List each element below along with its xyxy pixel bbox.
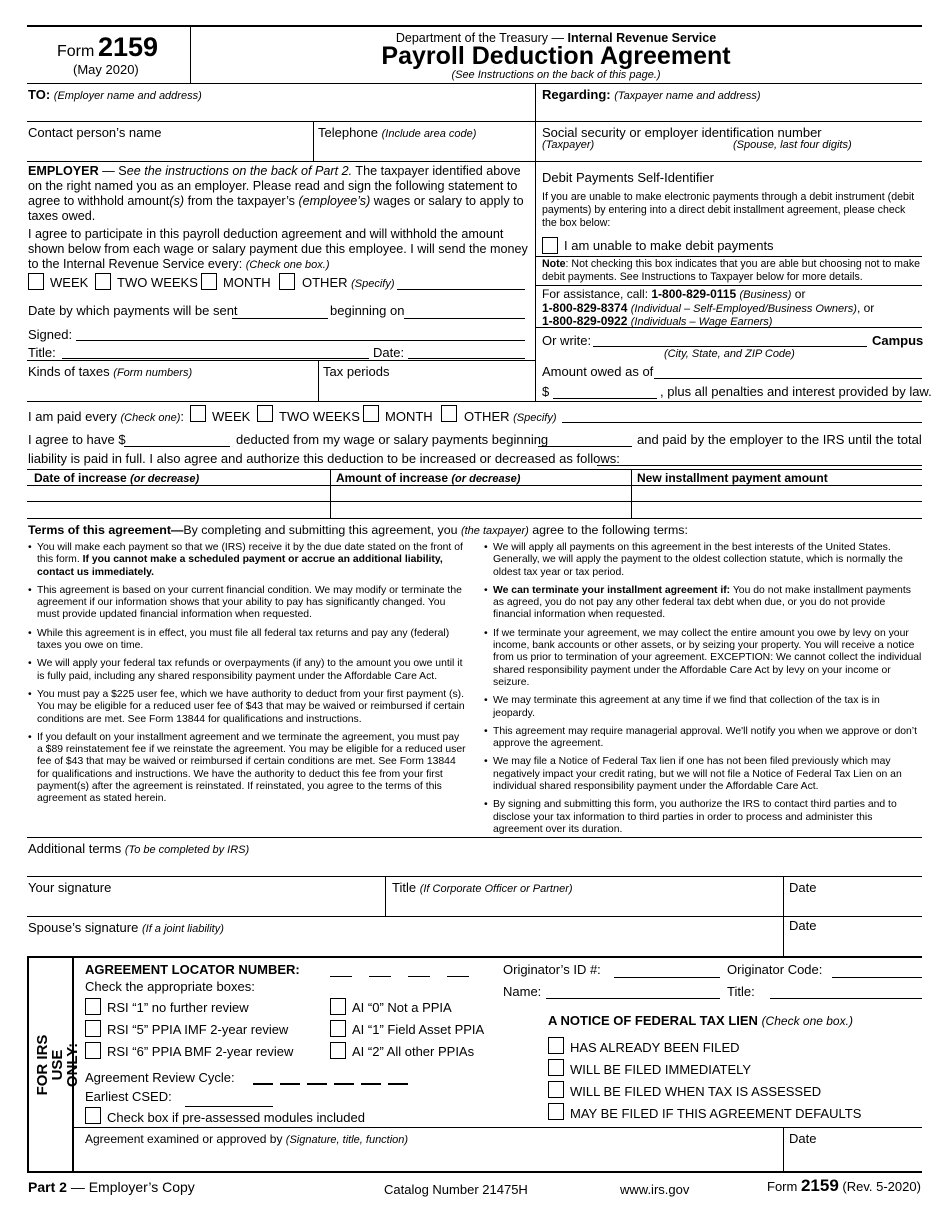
review-cycle-field-5[interactable] bbox=[361, 1083, 381, 1085]
preassessed-label: Check box if pre-assessed modules included bbox=[107, 1110, 365, 1125]
ai1-checkbox[interactable] bbox=[330, 1020, 346, 1037]
rsi1-checkbox[interactable] bbox=[85, 998, 101, 1015]
rsi1-label: RSI “1” no further review bbox=[107, 1000, 249, 1015]
additional-terms-field[interactable] bbox=[27, 876, 922, 877]
lien-filed-checkbox[interactable] bbox=[548, 1037, 564, 1054]
debit-text: If you are unable to make electronic payments through a debit instrument (debit payments) by entering into a direct debit installment agreement, please check the box below: bbox=[542, 191, 915, 229]
penalties-text: , plus all penalties and interest provided by law. bbox=[660, 384, 932, 399]
terms-list-left bbox=[28, 542, 466, 812]
lien-assessed-label: WILL BE FILED WHEN TAX IS ASSESSED bbox=[570, 1084, 822, 1099]
employer-two-weeks-checkbox[interactable] bbox=[95, 273, 111, 290]
catalog-number: Catalog Number 21475H bbox=[384, 1182, 528, 1197]
date-increase-header: Date of increase (or decrease) bbox=[34, 471, 200, 485]
new-installment-header: New installment payment amount bbox=[637, 471, 828, 485]
increase-terms-field[interactable] bbox=[597, 465, 922, 466]
paid-month-label: MONTH bbox=[385, 409, 433, 424]
debit-heading: Debit Payments Self-Identifier bbox=[542, 170, 714, 185]
amount-owed-field[interactable] bbox=[553, 398, 657, 399]
employer-two-weeks-label: TWO WEEKS bbox=[117, 275, 198, 290]
amount-increase-header: Amount of increase (or decrease) bbox=[336, 471, 521, 485]
date-sent-field[interactable] bbox=[232, 318, 328, 319]
employer-other-checkbox[interactable] bbox=[279, 273, 295, 290]
originator-code-field[interactable] bbox=[832, 977, 922, 978]
employer-other-label: OTHER (Specify) bbox=[302, 275, 395, 290]
employer-title-field[interactable] bbox=[62, 358, 369, 359]
paid-by-label: and paid by the employer to the IRS until the total bbox=[637, 432, 922, 447]
earliest-csed-field[interactable] bbox=[185, 1106, 273, 1107]
preassessed-checkbox[interactable] bbox=[85, 1107, 101, 1124]
locator-field-4[interactable] bbox=[447, 976, 469, 977]
employer-week-checkbox[interactable] bbox=[28, 273, 44, 290]
term-item: • If we terminate your agreement, we may collect the entire amount you owe by levy on your income, bank accounts or other assets, or by seizing your property. You will receive a notice from us prior to termination of your agreement. EXCEPTION: We cannot collect the individual shared responsibility payment under the Affordable Care Act by levy on your income or seizure. bbox=[484, 628, 922, 689]
earliest-csed-label: Earliest CSED: bbox=[85, 1089, 172, 1104]
lien-filed-label: HAS ALREADY BEEN FILED bbox=[570, 1040, 740, 1055]
debit-checkbox[interactable] bbox=[542, 237, 558, 254]
locator-number-label: AGREEMENT LOCATOR NUMBER: bbox=[85, 962, 300, 977]
paid-two-weeks-label: TWO WEEKS bbox=[279, 409, 360, 424]
lien-defaults-label: MAY BE FILED IF THIS AGREEMENT DEFAULTS bbox=[570, 1106, 862, 1121]
instructions-note: (See Instructions on the back of this page.) bbox=[451, 69, 661, 81]
irs-name-field[interactable] bbox=[546, 998, 720, 999]
irs-use-side-label: FOR IRS USE ONLY: bbox=[34, 1034, 81, 1096]
paid-other-checkbox[interactable] bbox=[441, 405, 457, 422]
irs-title-label: Title: bbox=[727, 984, 755, 999]
lien-immediately-checkbox[interactable] bbox=[548, 1059, 564, 1076]
term-item: • This agreement may require managerial approval. We'll notify you when we approve or don’t approve the agreement. bbox=[484, 726, 922, 751]
beginning-on-field[interactable] bbox=[404, 318, 525, 319]
term-item: • We will apply all payments on this agreement in the best interests of the United States. Generally, we will apply the payment to the oldest collection statute, which is normally the oldest tax year or tax period. bbox=[484, 542, 922, 579]
paid-week-checkbox[interactable] bbox=[190, 405, 206, 422]
lien-assessed-checkbox[interactable] bbox=[548, 1081, 564, 1098]
employer-month-label: MONTH bbox=[223, 275, 271, 290]
term-item: • We may terminate this agreement at any time if we find that collection of the tax is in jeopardy. bbox=[484, 695, 922, 720]
city-state-hint: (City, State, and ZIP Code) bbox=[664, 348, 795, 360]
telephone-label: Telephone (Include area code) bbox=[318, 125, 477, 140]
review-cycle-field-1[interactable] bbox=[253, 1083, 273, 1085]
originator-code-label: Originator Code: bbox=[727, 962, 823, 977]
term-item: • We may file a Notice of Federal Tax lien if one has not been filed previously which may negatively impact your credit rating, but we will not file a Notice of Federal Tax Lien on an individual shared responsibility payment under the Affordable Care Act. bbox=[484, 756, 922, 793]
agree-have-label: I agree to have $ bbox=[28, 432, 126, 447]
paid-every-label: I am paid every (Check one): bbox=[28, 409, 185, 424]
locator-field-1[interactable] bbox=[330, 976, 352, 977]
ai2-label: AI “2” All other PPIAs bbox=[352, 1044, 475, 1059]
term-item: • You must pay a $225 user fee, which we have authority to deduct from your first payment (s). You may be eligible for a reduced user fee of $43 that may be waived or reimbursed if certain conditions are met. See Form 13844 for qualifications and instructions. bbox=[28, 689, 466, 726]
form-number-label: Form 2159 bbox=[57, 32, 159, 62]
part-label: Part 2 — Employer’s Copy bbox=[28, 1179, 195, 1195]
website: www.irs.gov bbox=[620, 1182, 690, 1197]
spouse-signature-label: Spouse’s signature (If a joint liability) bbox=[28, 920, 224, 935]
rsi6-checkbox[interactable] bbox=[85, 1042, 101, 1059]
kinds-of-taxes-label: Kinds of taxes (Form numbers) bbox=[28, 364, 193, 379]
terms-list-right bbox=[484, 542, 922, 842]
regarding-label: Regarding: (Taxpayer name and address) bbox=[542, 87, 761, 102]
amount-owed-date-field[interactable] bbox=[654, 378, 922, 379]
term-item: • We will apply your federal tax refunds or overpayments (if any) to the amount you owe until it is fully paid, including any shared responsibility payment under the Affordable Care Act. bbox=[28, 658, 466, 683]
review-cycle-field-4[interactable] bbox=[334, 1083, 354, 1085]
employer-agreement: I agree to participate in this payroll deduction agreement and will withhold the amount shown below from each wage or salary payment due this employee. I will send the money to the Internal Revenue Service every: (Check one box.) bbox=[28, 227, 528, 271]
term-item: • If you default on your installment agreement and we terminate the agreement, you must pay a $89 reinstatement fee if we reinstate the agreement. You may be eligible for a reduced user fee of $43 that may be waived or reimbursed if certain conditions are met. See Form 13844 for qualifications and instructions. We have the authority to deduct this fee from your first payment(s) after the agreement is reinstated. If reinstated, you agree to the terms of this agreement as stated herein. bbox=[28, 732, 466, 806]
spouse-hint: (Spouse, last four digits) bbox=[733, 139, 852, 151]
locator-field-2[interactable] bbox=[369, 976, 391, 977]
rsi5-checkbox[interactable] bbox=[85, 1020, 101, 1037]
review-cycle-label: Agreement Review Cycle: bbox=[85, 1070, 235, 1085]
signed-label: Signed: bbox=[28, 327, 73, 342]
examined-by-label: Agreement examined or approved by (Signature, title, function) bbox=[85, 1132, 409, 1146]
spouse-date-label: Date bbox=[789, 918, 817, 933]
ai1-label: AI “1” Field Asset PPIA bbox=[352, 1022, 485, 1037]
dollar-sign: $ bbox=[542, 384, 550, 399]
deduction-start-field[interactable] bbox=[538, 446, 632, 447]
agency-line: Department of the Treasury — Internal Revenue Service bbox=[395, 31, 717, 45]
review-cycle-field-6[interactable] bbox=[388, 1083, 408, 1085]
page-title: Payroll Deduction Agreement bbox=[381, 42, 731, 70]
tax-periods-label: Tax periods bbox=[323, 364, 390, 379]
taxpayer-hint: (Taxpayer) bbox=[542, 139, 595, 151]
term-item: • We can terminate your installment agreement if: You do not make installment payments as agreed, you do not pay any other federal tax debt when due, or you do not provide financial information when requested. bbox=[484, 585, 922, 622]
rsi6-label: RSI “6” PPIA BMF 2-year review bbox=[107, 1044, 294, 1059]
employer-date-field[interactable] bbox=[408, 358, 525, 359]
additional-terms-label: Additional terms (To be completed by IRS) bbox=[28, 841, 250, 856]
originator-id-label: Originator’s ID #: bbox=[503, 962, 601, 977]
paid-week-label: WEEK bbox=[212, 409, 251, 424]
review-cycle-field-3[interactable] bbox=[307, 1083, 327, 1085]
signature-title-label: Title (If Corporate Officer or Partner) bbox=[392, 880, 573, 895]
campus-address-field[interactable] bbox=[593, 346, 867, 347]
your-signature-label: Your signature bbox=[28, 880, 112, 895]
debit-note: Note: Not checking this box indicates that you are able but choosing not to make debit payments. See Instructions to Taxpayer below for more details. bbox=[542, 258, 921, 283]
paid-month-checkbox[interactable] bbox=[363, 405, 379, 422]
signature-date-label: Date bbox=[789, 880, 817, 895]
date-sent-label: Date by which payments will be sent bbox=[28, 303, 238, 318]
terms-heading: Terms of this agreement—By completing and submitting this agreement, you (the taxpayer) agree to the following terms: bbox=[28, 523, 688, 537]
to-label: TO: (Employer name and address) bbox=[28, 87, 202, 102]
beginning-on-label: beginning on bbox=[330, 303, 405, 318]
employer-title-label: Title: bbox=[28, 345, 56, 360]
form-date: (May 2020) bbox=[73, 62, 139, 77]
irs-title-field[interactable] bbox=[770, 998, 922, 999]
irs-name-label: Name: bbox=[503, 984, 542, 999]
employer-date-label: Date: bbox=[373, 345, 405, 360]
lien-immediately-label: WILL BE FILED IMMEDIATELY bbox=[570, 1062, 752, 1077]
deduction-amount-field[interactable] bbox=[124, 446, 230, 447]
originator-id-field[interactable] bbox=[614, 977, 720, 978]
term-item: • You will make each payment so that we (IRS) receive it by the due date stated on the front of this form. If you cannot make a scheduled payment or accrue an additional liability, contact us immediately. bbox=[28, 542, 466, 579]
check-boxes-label: Check the appropriate boxes: bbox=[85, 979, 255, 994]
tax-lien-heading: A NOTICE OF FEDERAL TAX LIEN (Check one box.) bbox=[548, 1013, 853, 1028]
deducted-label: deducted from my wage or salary payments beginning bbox=[236, 432, 549, 447]
locator-field-3[interactable] bbox=[408, 976, 430, 977]
or-write-label: Or write: bbox=[542, 333, 592, 348]
employer-month-checkbox[interactable] bbox=[201, 273, 217, 290]
paid-other-label: OTHER (Specify) bbox=[464, 409, 557, 424]
liability-label: liability is paid in full. I also agree and authorize this deduction to be increased or decreased as follows: bbox=[28, 451, 620, 466]
review-cycle-field-2[interactable] bbox=[280, 1083, 300, 1085]
campus-label: Campus bbox=[872, 333, 924, 348]
contact-name-label: Contact person’s name bbox=[28, 125, 162, 140]
paid-two-weeks-checkbox[interactable] bbox=[257, 405, 273, 422]
term-item: • While this agreement is in effect, you must file all federal tax returns and pay any (federal) taxes you owe on time. bbox=[28, 628, 466, 653]
footer-form-number: Form 2159 (Rev. 5-2020) bbox=[767, 1176, 921, 1195]
ai0-label: AI “0” Not a PPIA bbox=[352, 1000, 452, 1015]
ai0-checkbox[interactable] bbox=[330, 998, 346, 1015]
ai2-checkbox[interactable] bbox=[330, 1042, 346, 1059]
debit-checkbox-label: I am unable to make debit payments bbox=[564, 238, 774, 253]
signed-field[interactable] bbox=[76, 340, 525, 341]
employer-instructions: EMPLOYER — See the instructions on the back of Part 2. The taxpayer identified above on the right named you as an employer. Please read and sign the following statement to agree to withhold amount(s) from the taxpayer’s (employee’s) wages or salary to apply to taxes owed. bbox=[28, 164, 524, 223]
amount-owed-label: Amount owed as of bbox=[542, 364, 654, 379]
rsi5-label: RSI “5” PPIA IMF 2-year review bbox=[107, 1022, 289, 1037]
ssn-label: Social security or employer identification number bbox=[542, 125, 822, 140]
assistance-info: For assistance, call: 1-800-829-0115 (Business) or 1-800-829-8374 (Individual – Self-Employed/Business Owners), or 1-800-829-0922 (Individuals – Wage Earners) bbox=[542, 287, 875, 328]
lien-defaults-checkbox[interactable] bbox=[548, 1103, 564, 1120]
term-item: • This agreement is based on your current financial condition. We may modify or terminate the agreement if our information shows that your ability to pay has significantly changed. You must provide updated financial information when requested. bbox=[28, 585, 466, 622]
examined-date-label: Date bbox=[789, 1131, 817, 1146]
employer-other-field[interactable] bbox=[397, 289, 525, 290]
employer-week-label: WEEK bbox=[50, 275, 89, 290]
term-item: • By signing and submitting this form, you authorize the IRS to contact third parties and to disclose your tax information to third parties in order to process and administer this agreement over its duration. bbox=[484, 799, 922, 836]
paid-other-field[interactable] bbox=[562, 422, 922, 423]
